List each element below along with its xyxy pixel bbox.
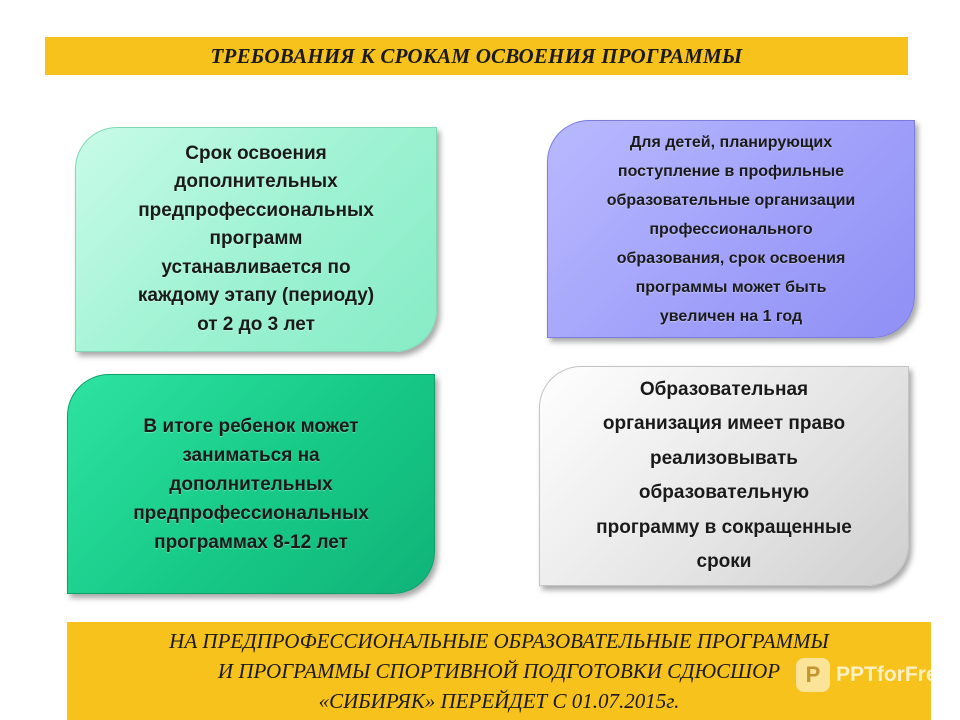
card-text [596, 373, 852, 580]
card-line: образования, срок освоения [616, 249, 846, 267]
card-line: программах 8-12 лет [154, 531, 348, 553]
card-line: каждому этапу (периоду) [137, 285, 375, 307]
card-line: дополнительных [169, 473, 333, 495]
footer-line: И ПРОГРАММЫ СПОРТИВНОЙ ПОДГОТОВКИ СДЮСШОР [217, 659, 781, 683]
card-shortened-terms [539, 366, 909, 586]
card-line: дополнительных [174, 171, 338, 193]
card-line: предпрофессиональных [138, 199, 374, 221]
card-line: увеличен на 1 год [659, 307, 803, 325]
card-line: программу в сокращенные [596, 516, 852, 538]
watermark [796, 655, 949, 695]
card-line: Срок освоения [185, 142, 327, 164]
card-line: устанавливается по [161, 256, 351, 278]
card-text [138, 140, 374, 340]
card-line: профессионального [649, 220, 813, 238]
presentation-icon: P [796, 658, 830, 692]
card-line: от 2 до 3 лет [197, 313, 315, 335]
card-line: заниматься на [182, 444, 320, 466]
card-total-years [67, 374, 435, 594]
card-line: реализовывать [650, 447, 798, 469]
card-line: Для детей, планирующих [629, 133, 833, 151]
footer-line: НА ПРЕДПРОФЕССИОНАЛЬНЫЕ ОБРАЗОВАТЕЛЬНЫЕ ПРОГРАММЫ [169, 629, 829, 653]
card-text [607, 128, 856, 331]
card-line: предпрофессиональных [133, 502, 369, 524]
card-line: программы может быть [635, 278, 827, 296]
page-title: ТРЕБОВАНИЯ К СРОКАМ ОСВОЕНИЯ ПРОГРАММЫ [210, 43, 743, 68]
footer-text [169, 626, 829, 716]
card-line: образовательную [638, 482, 810, 503]
card-extension-for-professional [547, 120, 915, 338]
card-line: поступление в профильные [617, 162, 845, 180]
card-term-duration [75, 127, 437, 352]
card-text [133, 412, 369, 557]
card-line: программ [209, 228, 303, 250]
card-line: сроки [696, 551, 752, 572]
watermark-text: PPTforFree [836, 663, 950, 686]
footer-line: «СИБИРЯК» ПЕРЕЙДЕТ С 01.07.2015г. [318, 689, 680, 713]
card-line: организация имеет право [602, 413, 846, 434]
card-line: образовательные организации [606, 191, 856, 209]
title-bar [45, 37, 908, 75]
card-line: Образовательная [639, 378, 809, 400]
card-line: В итоге ребенок может [143, 415, 359, 437]
